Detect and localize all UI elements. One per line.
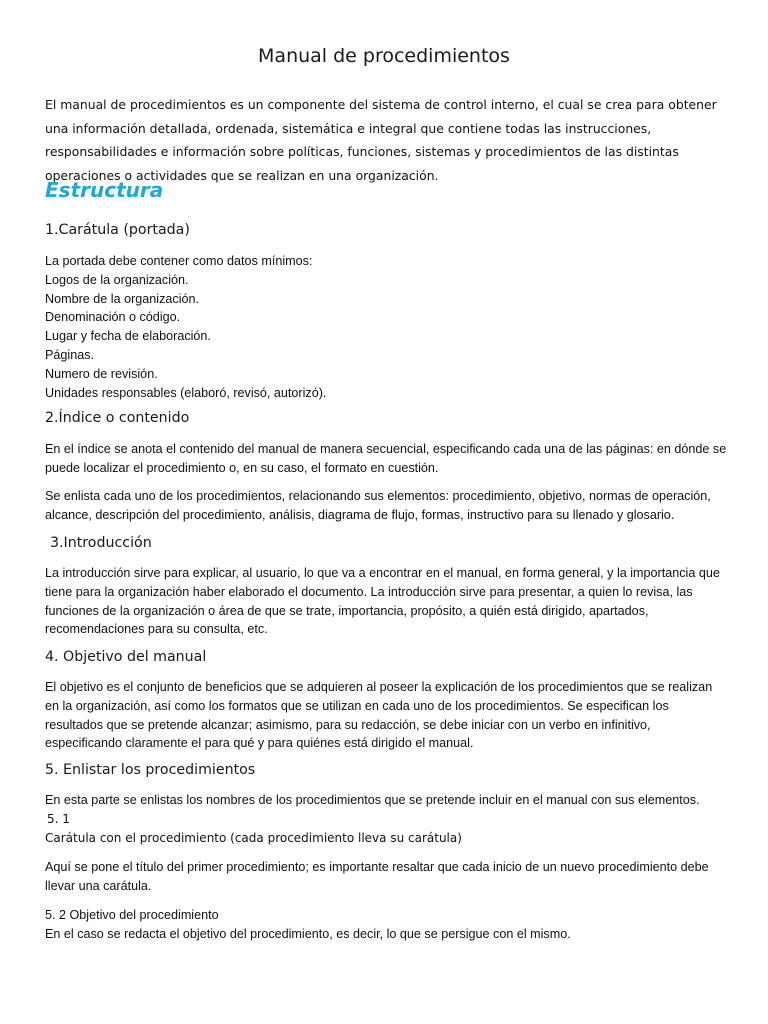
- indice-paragraph-2: [45, 487, 711, 525]
- introduccion-line: funciones de la organización o área de que se trate, importancia, propósito, a quién está dirigido, apartados,: [45, 603, 649, 618]
- caratula-heading: 1.Carátula (portada): [45, 222, 190, 238]
- objetivo-line: especificando claramente el para qué y para quiénes está dirigido el manual.: [45, 736, 474, 751]
- objetivo-paragraph: [45, 678, 712, 753]
- indice-line: alcance, descripción del procedimiento, análisis, diagrama de flujo, formas, instructivo para su llenado y glosario.: [45, 507, 675, 522]
- indice-line: En el índice se anota el contenido del manual de manera secuencial, especificando cada una de las páginas: en dónde se: [45, 442, 727, 456]
- estructura-heading: Estructura: [45, 178, 164, 202]
- enlistar-paragraph-2: [45, 858, 709, 896]
- introduccion-line: recomendaciones para su consulta, etc.: [45, 622, 268, 637]
- intro-line: El manual de procedimientos es un componente del sistema de control interno, el cual se crea para obtener: [45, 97, 717, 112]
- caratula-line: Nombre de la organización.: [45, 291, 200, 306]
- caratula-line: La portada debe contener como datos mínimos:: [45, 254, 313, 268]
- document-title: Manual de procedimientos: [258, 45, 510, 67]
- objetivo-heading: 4. Objetivo del manual: [45, 649, 207, 665]
- intro-line: una información detallada, ordenada, sistemática e integral que contiene todas las instrucciones,: [45, 120, 652, 136]
- enlistar-sub1-label: Carátula con el procedimiento (cada procedimiento lleva su carátula): [45, 831, 462, 845]
- intro-line: responsabilidades e información sobre políticas, funciones, sistemas y procedimientos de las distintas: [45, 144, 679, 159]
- enlistar-heading: 5. Enlistar los procedimientos: [45, 762, 256, 778]
- objetivo-line: en la organización, así como los formatos que se utilizan en cada uno de los procedimientos. Se especifican los: [45, 698, 669, 713]
- caratula-line: Unidades responsables (elaboró, revisó, autorizó).: [45, 385, 327, 400]
- enlistar-paragraph-1: En esta parte se enlistas los nombres de los procedimientos que se pretende incluir en el manual con sus elementos.: [45, 793, 700, 807]
- caratula-line: Lugar y fecha de elaboración.: [45, 329, 211, 344]
- intro-line: operaciones o actividades que se realizan en una organización.: [45, 167, 439, 183]
- caratula-line: Logos de la organización.: [45, 272, 189, 287]
- indice-paragraph-1: [45, 440, 726, 478]
- intro-paragraph: [45, 93, 735, 187]
- indice-heading: 2.Índice o contenido: [45, 410, 190, 426]
- introduccion-heading: 3.Introducción: [50, 535, 152, 551]
- introduccion-line: tiene para la organización haber elaborado el documento. La introducción sirve para presentar, a quien lo revisa, las: [45, 584, 693, 599]
- enlistar-sub2-label: 5. 2 Objetivo del procedimiento: [45, 908, 219, 922]
- introduccion-line: La introducción sirve para explicar, al usuario, lo que va a encontrar en el manual, en forma general, y la importancia que: [45, 566, 720, 580]
- caratula-line: Páginas.: [45, 347, 95, 362]
- objetivo-line: El objetivo es el conjunto de beneficios que se adquieren al poseer la explicación de los procedimientos que se realizan: [45, 680, 713, 694]
- enlistar-line: Aquí se pone el título del primer procedimiento; es importante resaltar que cada inicio de un nuevo procedimiento debe: [45, 860, 709, 874]
- objetivo-line: resultados que se pretende alcanzar; asimismo, para su redacción, se debe iniciar con un verbo en infinitivo,: [45, 717, 651, 732]
- enlistar-line: llevar una carátula.: [45, 878, 152, 893]
- caratula-list: [45, 252, 326, 402]
- introduccion-paragraph: [45, 564, 720, 639]
- enlistar-sub1-number: 5. 1: [47, 812, 70, 826]
- caratula-line: Denominación o código.: [45, 310, 181, 325]
- indice-line: puede localizar el procedimiento o, en su caso, el formato en cuestión.: [45, 460, 439, 475]
- enlistar-paragraph-3: En el caso se redacta el objetivo del procedimiento, es decir, lo que se persigue con el mismo.: [45, 927, 571, 941]
- indice-line: Se enlista cada uno de los procedimientos, relacionando sus elementos: procedimiento, objetivo, normas de operación,: [45, 489, 711, 503]
- caratula-line: Numero de revisión.: [45, 366, 158, 381]
